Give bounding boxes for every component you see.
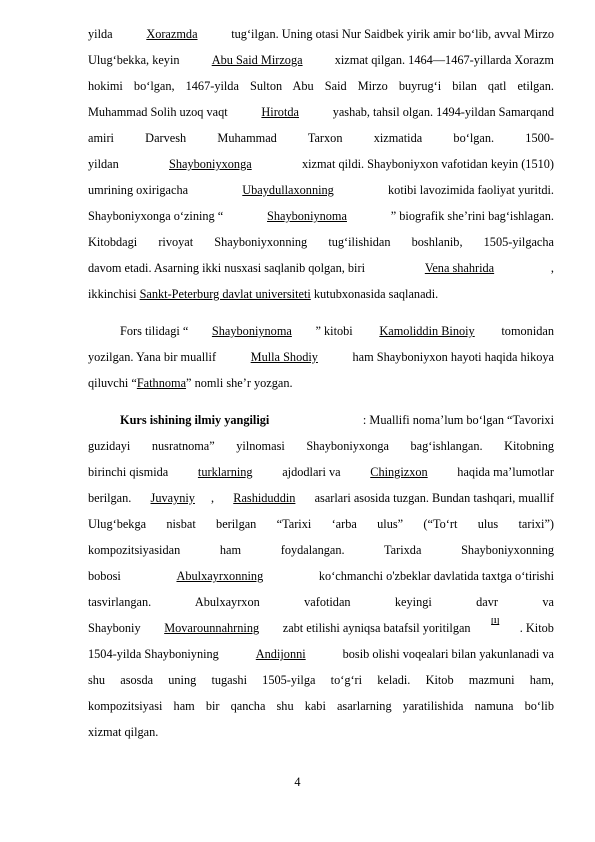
text: ” biografik she’rini bag‘ishlagan. bbox=[390, 209, 554, 223]
p2-line-2 bbox=[88, 350, 554, 365]
text: , bbox=[211, 491, 218, 505]
p3-line-5: Ulug‘bekga nisbat berilgan “Tarixi ‘arba ulus” (“To‘rt ulus tarixi”) bbox=[88, 517, 554, 531]
p1-line-6 bbox=[88, 157, 554, 172]
text: ” nomli she’r yozgan. bbox=[186, 376, 293, 390]
p3-line-1 bbox=[120, 413, 554, 428]
p3-line-10 bbox=[88, 647, 554, 662]
p2-line-3 bbox=[88, 376, 554, 391]
link-rashiduddin[interactable]: Rashiduddin bbox=[233, 491, 296, 505]
p1-line-1 bbox=[88, 27, 554, 42]
link-ubaydullaxonning[interactable]: Ubaydullaxonning bbox=[242, 183, 334, 197]
p3-line-13: xizmat qilgan. bbox=[88, 725, 159, 739]
link-turklarning[interactable]: turklarning bbox=[197, 465, 253, 479]
text: ajdodlari va bbox=[279, 465, 344, 479]
text: yashab, tahsil olgan. 1494-yildan Samarqand bbox=[329, 105, 554, 119]
text: zabt etilishi ayniqsa batafsil yoritilgan bbox=[279, 621, 471, 635]
p1-line-2 bbox=[88, 53, 554, 68]
p1-line-10 bbox=[88, 261, 554, 276]
link-chingizxon[interactable]: Chingizxon bbox=[370, 465, 428, 479]
text: kutubxonasida saqlanadi. bbox=[310, 287, 439, 301]
text: birinchi qismida bbox=[88, 465, 172, 479]
p3-line-7 bbox=[88, 569, 554, 584]
text: yildan bbox=[88, 157, 122, 171]
text: , bbox=[550, 261, 554, 275]
footnote-link[interactable]: [1] bbox=[491, 617, 500, 625]
p1-line-3: hokimi bo‘lgan, 1467-yilda Sulton Abu Said Mirzo buyrug‘i bilan qatl etilgan. bbox=[88, 79, 554, 93]
p3-line-2: guzidayi nusratnoma” yilnomasi Shayboniyxonga bag‘ishlangan. Kitobning bbox=[88, 439, 554, 453]
p3-line-9 bbox=[88, 617, 554, 636]
p3-line-8: tasvirlangan. Abulxayrxon vafotidan keyingi davr va bbox=[88, 595, 554, 609]
text: asarlari asosida tuzgan. Bundan tashqari, muallif bbox=[311, 491, 554, 505]
link-abulxayrxonning[interactable]: Abulxayrxonning bbox=[176, 569, 264, 583]
link-andijonni[interactable]: Andijonni bbox=[255, 647, 306, 661]
text: ham Shayboniyxon hayoti haqida hikoya bbox=[349, 350, 554, 364]
text: ” kitobi bbox=[315, 324, 356, 338]
text: Fors tilidagi “ bbox=[120, 324, 189, 338]
link-abu-said-mirzoga[interactable]: Abu Said Mirzoga bbox=[211, 53, 303, 67]
link-kamoliddin-binoiy[interactable]: Kamoliddin Binoiy bbox=[379, 324, 475, 338]
text: ikkinchisi bbox=[88, 287, 140, 301]
text: tug‘ilgan. Uning otasi Nur Saidbek yirik amir bo‘lib, avval Mirzo bbox=[228, 27, 554, 41]
p1-line-9: Kitobdagi rivoyat Shayboniyxonning tug‘ilishidan boshlanib, 1505-yilgacha bbox=[88, 235, 554, 249]
p3-line-3 bbox=[88, 465, 554, 480]
text: 1504-yilda Shayboniyning bbox=[88, 647, 222, 661]
text: berilgan. bbox=[88, 491, 135, 505]
p3-line-6: kompozitsiyasidan ham foydalangan. Tarixda Shayboniyxonning bbox=[88, 543, 554, 557]
page-number: 4 bbox=[294, 775, 301, 789]
link-shayboniynoma[interactable]: Shayboniynoma bbox=[211, 324, 292, 338]
p1-line-4 bbox=[88, 105, 554, 120]
p1-line-7 bbox=[88, 183, 554, 198]
text: umrining oxirigacha bbox=[88, 183, 192, 197]
text: tomonidan bbox=[498, 324, 554, 338]
link-hirotda[interactable]: Hirotda bbox=[261, 105, 299, 119]
text: Shayboniyxonga o‘zining “ bbox=[88, 209, 224, 223]
p1-line-8 bbox=[88, 209, 554, 224]
text: qiluvchi “ bbox=[88, 376, 137, 390]
p1-line-5: amiri Darvesh Muhammad Tarxon xizmatida bo‘lgan. 1500- bbox=[88, 131, 554, 145]
text: bosib olishi voqealari bilan yakunlanadi va bbox=[339, 647, 554, 661]
text: : Muallifi noma’lum bo‘lgan “Tavorixi bbox=[362, 413, 554, 427]
link-vena-shahrida[interactable]: Vena shahrida bbox=[424, 261, 495, 275]
text: haqida ma’lumotlar bbox=[454, 465, 554, 479]
p2-line-1 bbox=[120, 324, 554, 339]
text: Ulug‘bekka, keyin bbox=[88, 53, 183, 67]
text: yozilgan. Yana bir muallif bbox=[88, 350, 220, 364]
link-sankt-peterburg-universiteti[interactable]: Sankt-Peterburg davlat universiteti bbox=[139, 287, 311, 301]
text: davom etadi. Asarning ikki nusxasi saqlanib qolgan, biri bbox=[88, 261, 369, 275]
link-fathnoma[interactable]: Fathnoma bbox=[136, 376, 187, 390]
text: Shayboniy bbox=[88, 621, 144, 635]
p3-line-4 bbox=[88, 491, 554, 506]
text: xizmat qildi. Shayboniyxon vafotidan keyin (1510) bbox=[298, 157, 554, 171]
link-juvayniy[interactable]: Juvayniy bbox=[150, 491, 195, 505]
p3-line-11: shu asosda uning tugashi 1505-yilga to‘g‘ri keladi. Kitob mazmuni ham, bbox=[88, 673, 554, 687]
link-xorazmda[interactable]: Xorazmda bbox=[146, 27, 198, 41]
text: . Kitob bbox=[519, 621, 554, 635]
text: Muhammad Solih uzoq vaqt bbox=[88, 105, 231, 119]
link-shayboniyxonga[interactable]: Shayboniyxonga bbox=[169, 157, 252, 171]
text: kotibi lavozimida faoliyat yuritdi. bbox=[384, 183, 554, 197]
p1-line-11 bbox=[88, 287, 554, 302]
link-movarounnahrning[interactable]: Movarounnahrning bbox=[164, 621, 260, 635]
link-shayboniynoma[interactable]: Shayboniynoma bbox=[267, 209, 347, 223]
text: ko‘chmanchi o'zbeklar davlatida taxtga o‘tirishi bbox=[315, 569, 554, 583]
text: yilda bbox=[88, 27, 116, 41]
link-mulla-shodiy[interactable]: Mulla Shodiy bbox=[250, 350, 318, 364]
text: xizmat qilgan. 1464—1467-yillarda Xorazm bbox=[331, 53, 554, 67]
text: bobosi bbox=[88, 569, 124, 583]
section-heading: Kurs ishining ilmiy yangiligi bbox=[120, 413, 270, 427]
p3-line-12: kompozitsiyasi ham bir qancha shu kabi asarlarning yaratilishida namuna bo‘lib bbox=[88, 699, 554, 713]
